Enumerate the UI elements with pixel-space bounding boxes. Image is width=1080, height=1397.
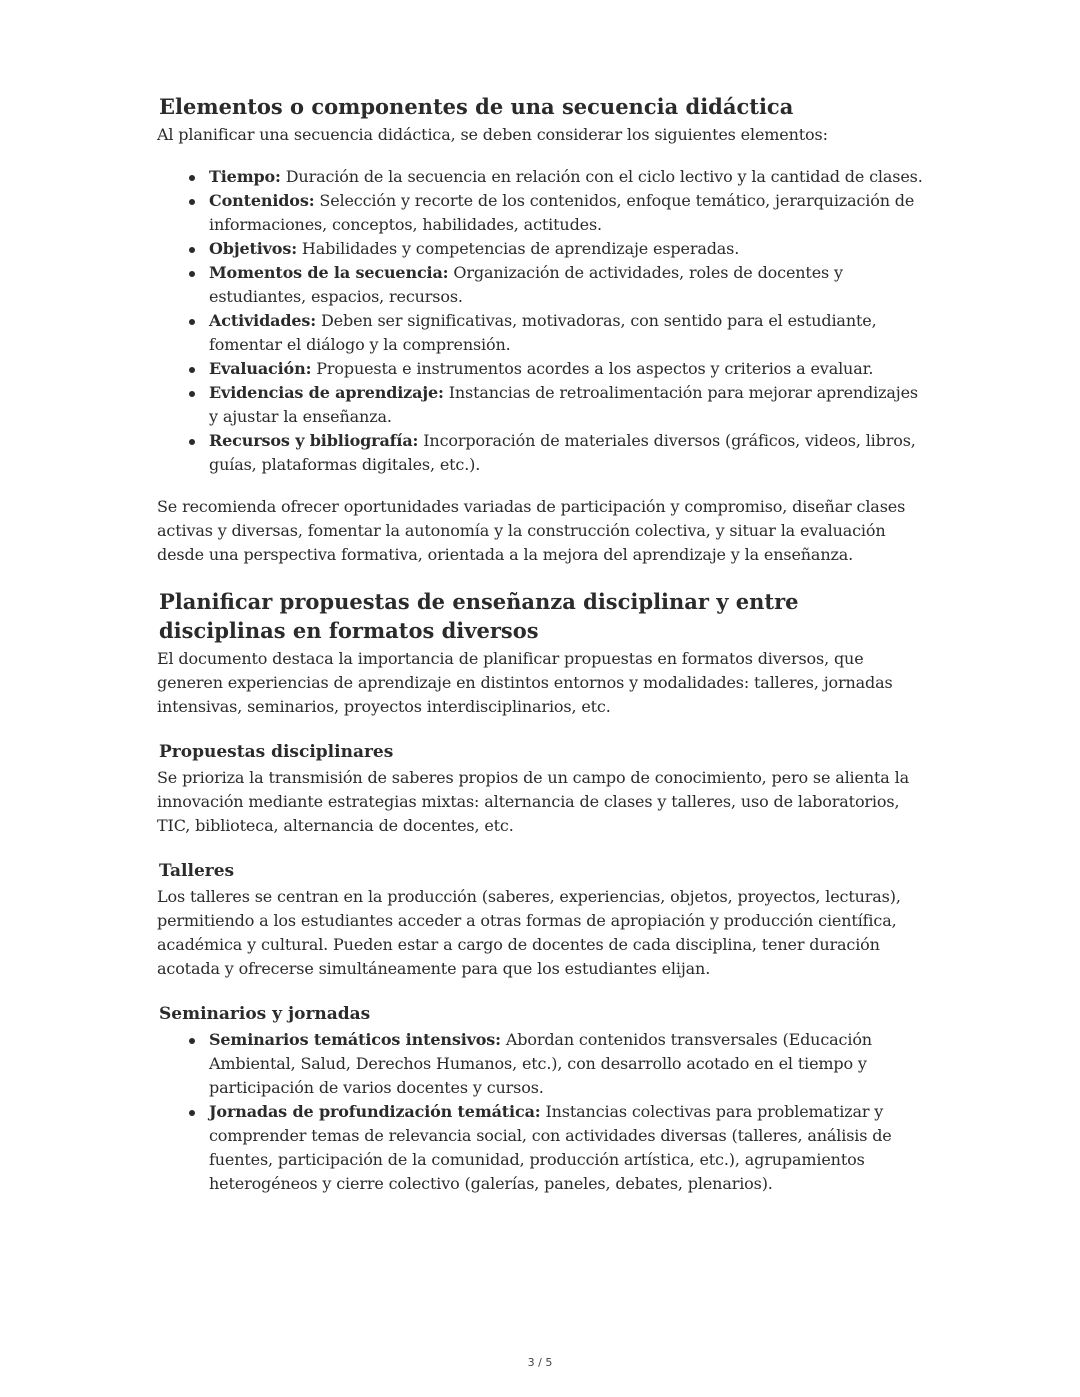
list-item: Objetivos: Habilidades y competencias de aprendizaje esperadas. (209, 237, 927, 261)
paragraph-talleres: Los talleres se centran en la producción (saberes, experiencias, objetos, proyectos, lecturas), permitiendo a los estudiantes acceder a otras formas de apropiación y producción científica, académica y cultural. Pueden estar a cargo de docentes de cada disciplina, tener duración acotada y ofrecerse simultáneamente para que los estudiantes elijan. (157, 887, 901, 978)
section-heading-secuencia: Elementos o componentes de una secuencia didáctica (159, 94, 794, 119)
section-heading-planificar: Planificar propuestas de enseñanza disciplinar y entre disciplinas en formatos diversos (159, 589, 799, 643)
subheading-seminarios: Seminarios y jornadas (159, 1004, 371, 1024)
paragraph-disciplinares: Se prioriza la transmisión de saberes propios de un campo de conocimiento, pero se alienta la innovación mediante estrategias mixtas: alternancia de clases y talleres, uso de laboratorios, TIC, biblioteca, alternancia de docentes, etc. (157, 768, 909, 835)
section-intro: El documento destaca la importancia de planificar propuestas en formatos diversos, que generen experiencias de aprendizaje en distintos entornos y modalidades: talleres, jornadas intensivas, seminarios, proyectos interdisciplinarios, etc. (157, 649, 893, 716)
list-item: Recursos y bibliografía: Incorporación de materiales diversos (gráficos, videos, libros, guías, plataformas digitales, etc.). (209, 429, 927, 477)
list-item: Actividades: Deben ser significativas, motivadoras, con sentido para el estudiante, fomentar el diálogo y la comprensión. (209, 309, 927, 357)
list-item: Tiempo: Duración de la secuencia en relación con el ciclo lectivo y la cantidad de clases. (209, 165, 927, 189)
list-item: Contenidos: Selección y recorte de los contenidos, enfoque temático, jerarquización de informaciones, conceptos, habilidades, actitudes. (209, 189, 927, 237)
subheading-disciplinares: Propuestas disciplinares (159, 742, 394, 762)
list-item: Evaluación: Propuesta e instrumentos acordes a los aspectos y criterios a evaluar. (209, 357, 927, 381)
page-content (157, 92, 927, 1196)
subheading-talleres: Talleres (159, 861, 235, 881)
elements-list (157, 165, 927, 477)
list-item: Jornadas de profundización temática: Instancias colectivas para problematizar y comprender temas de relevancia social, con actividades diversas (talleres, análisis de fuentes, participación de la comunidad, producción artística, etc.), agrupamientos heterogéneos y cierre colectivo (galerías, paneles, debates, plenarios). (209, 1100, 927, 1196)
list-item: Evidencias de aprendizaje: Instancias de retroalimentación para mejorar aprendizajes y ajustar la enseñanza. (209, 381, 927, 429)
list-item: Momentos de la secuencia: Organización de actividades, roles de docentes y estudiantes, espacios, recursos. (209, 261, 927, 309)
closing-paragraph: Se recomienda ofrecer oportunidades variadas de participación y compromiso, diseñar clases activas y diversas, fomentar la autonomía y la construcción colectiva, y situar la evaluación desde una perspectiva formativa, orientada a la mejora del aprendizaje y la enseñanza. (157, 497, 906, 564)
seminarios-list (157, 1028, 927, 1196)
section-intro: Al planificar una secuencia didáctica, se deben considerar los siguientes elementos: (157, 125, 828, 144)
list-item: Seminarios temáticos intensivos: Abordan contenidos transversales (Educación Ambiental, Salud, Derechos Humanos, etc.), con desarrollo acotado en el tiempo y participación de varios docentes y cursos. (209, 1028, 927, 1100)
page-number: 3 / 5 (527, 1356, 553, 1369)
